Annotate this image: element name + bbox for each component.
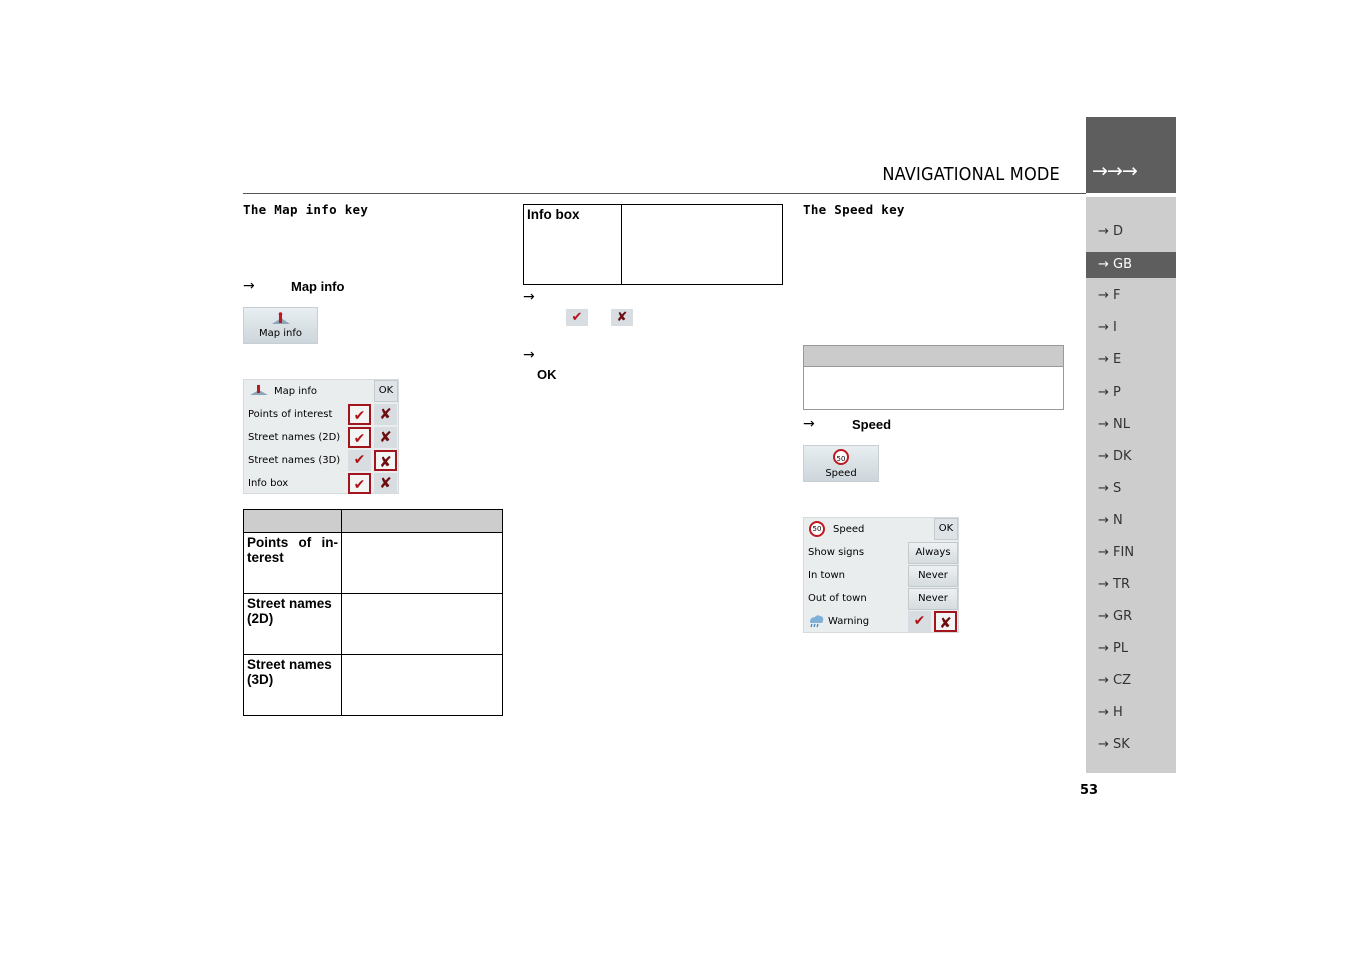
sidebar-item-cz[interactable]: → CZ — [1098, 673, 1132, 688]
header-divider — [243, 193, 1086, 194]
step-arrow-icon: → — [243, 278, 255, 294]
in-town-value-button[interactable]: Never — [908, 565, 958, 587]
map-info-table — [243, 509, 503, 716]
map-info-small-icon — [249, 384, 269, 401]
table-term: Points of in-terest — [244, 533, 342, 594]
step-arrow-icon: → — [803, 416, 815, 432]
cross-icon[interactable]: ✘ — [374, 450, 397, 471]
setting-row — [244, 403, 398, 426]
map-info-step-label: Map info — [291, 279, 345, 294]
sidebar-item-s[interactable]: → S — [1098, 481, 1122, 496]
sidebar-item-p[interactable]: → P — [1098, 385, 1121, 400]
setting-row — [244, 472, 398, 495]
sidebar-item-f[interactable]: → F — [1098, 288, 1121, 303]
setting-row — [804, 610, 958, 633]
sidebar-item-dk[interactable]: → DK — [1098, 449, 1132, 464]
ok-button[interactable]: OK — [934, 518, 958, 540]
sidebar-item-e[interactable]: → E — [1098, 352, 1122, 367]
setting-label: Points of interest — [248, 409, 333, 420]
setting-row — [804, 541, 958, 564]
check-icon[interactable]: ✔ — [348, 427, 371, 448]
table-row — [244, 594, 503, 655]
step-arrow-icon: → — [523, 347, 535, 363]
ok-label: OK — [537, 367, 557, 382]
table-desc — [342, 655, 503, 716]
setting-label: In town — [808, 570, 846, 581]
speed-button[interactable] — [803, 445, 879, 482]
sidebar-item-tr[interactable]: → TR — [1098, 577, 1130, 592]
speed-sign-small-icon: 50 — [809, 521, 825, 537]
table-header-cell — [244, 510, 342, 533]
setting-row — [244, 426, 398, 449]
sidebar-item-nl[interactable]: → NL — [1098, 417, 1130, 432]
out-of-town-value-button[interactable]: Never — [908, 588, 958, 610]
cross-icon[interactable]: ✘ — [374, 473, 397, 494]
map-info-screen — [243, 379, 399, 494]
sidebar-item-i[interactable]: → I — [1098, 320, 1117, 335]
map-info-button[interactable] — [243, 307, 318, 344]
table-term: Street names (3D) — [244, 655, 342, 716]
speed-sign-icon: 50 — [833, 449, 849, 465]
table-row — [244, 533, 503, 594]
page-number: 53 — [1080, 783, 1099, 798]
sidebar-item-n[interactable]: → N — [1098, 513, 1123, 528]
table-row — [524, 205, 783, 285]
setting-row — [244, 449, 398, 472]
check-icon[interactable]: ✔ — [348, 450, 371, 471]
screen-title: Speed — [833, 524, 865, 535]
speed-button-label: Speed — [825, 468, 857, 479]
map-info-button-label: Map info — [258, 328, 303, 339]
sidebar-item-pl[interactable]: → PL — [1098, 641, 1129, 656]
warning-icon — [807, 614, 825, 631]
screen-title-row — [804, 518, 958, 541]
check-icon[interactable]: ✔ — [348, 404, 371, 425]
cross-icon[interactable]: ✘ — [374, 427, 397, 448]
step-arrow-icon: → — [523, 289, 535, 305]
warning-label: Warning — [828, 616, 870, 627]
table-row — [244, 655, 503, 716]
setting-label: Show signs — [808, 547, 865, 558]
table-term: Street names (2D) — [244, 594, 342, 655]
check-icon[interactable]: ✔ — [908, 611, 931, 632]
show-signs-value-button[interactable]: Always — [908, 542, 958, 564]
table-desc — [342, 533, 503, 594]
cross-icon[interactable]: ✘ — [374, 404, 397, 425]
check-icon[interactable]: ✔ — [348, 473, 371, 494]
map-info-icon — [244, 312, 317, 328]
speed-screen — [803, 517, 959, 633]
screen-title-row — [244, 380, 398, 403]
note-box-bar — [804, 346, 1063, 367]
language-sidebar — [1086, 197, 1176, 773]
setting-label: Out of town — [808, 593, 867, 604]
speed-heading: The Speed key — [803, 202, 905, 217]
sidebar-item-sk[interactable]: → SK — [1098, 737, 1130, 752]
setting-row — [804, 587, 958, 610]
page-title: NAVIGATIONAL MODE — [882, 164, 1060, 185]
info-box-table — [523, 204, 783, 285]
table-header-cell — [342, 510, 503, 533]
setting-row — [804, 564, 958, 587]
note-box — [803, 345, 1064, 410]
table-desc — [622, 205, 783, 285]
screen-title: Map info — [274, 386, 318, 397]
sidebar-item-fin[interactable]: → FIN — [1098, 545, 1135, 560]
sidebar-item-d[interactable]: → D — [1098, 224, 1124, 239]
cross-icon: ✘ — [611, 309, 633, 326]
table-term: Info box — [524, 205, 622, 285]
sidebar-item-gr[interactable]: → GR — [1098, 609, 1133, 624]
setting-label: Street names (2D) — [248, 432, 341, 443]
ok-button[interactable]: OK — [374, 380, 398, 402]
map-info-heading: The Map info key — [243, 202, 369, 217]
table-desc — [342, 594, 503, 655]
header-arrows: →→→ — [1092, 160, 1137, 182]
sidebar-item-h[interactable]: → H — [1098, 705, 1123, 720]
setting-label: Info box — [248, 478, 289, 489]
check-icon: ✔ — [566, 309, 588, 326]
speed-step-label: Speed — [852, 417, 892, 432]
cross-icon[interactable]: ✘ — [934, 611, 957, 632]
setting-label: Street names (3D) — [248, 455, 341, 466]
sidebar-item-gb[interactable]: → GB — [1086, 252, 1176, 278]
